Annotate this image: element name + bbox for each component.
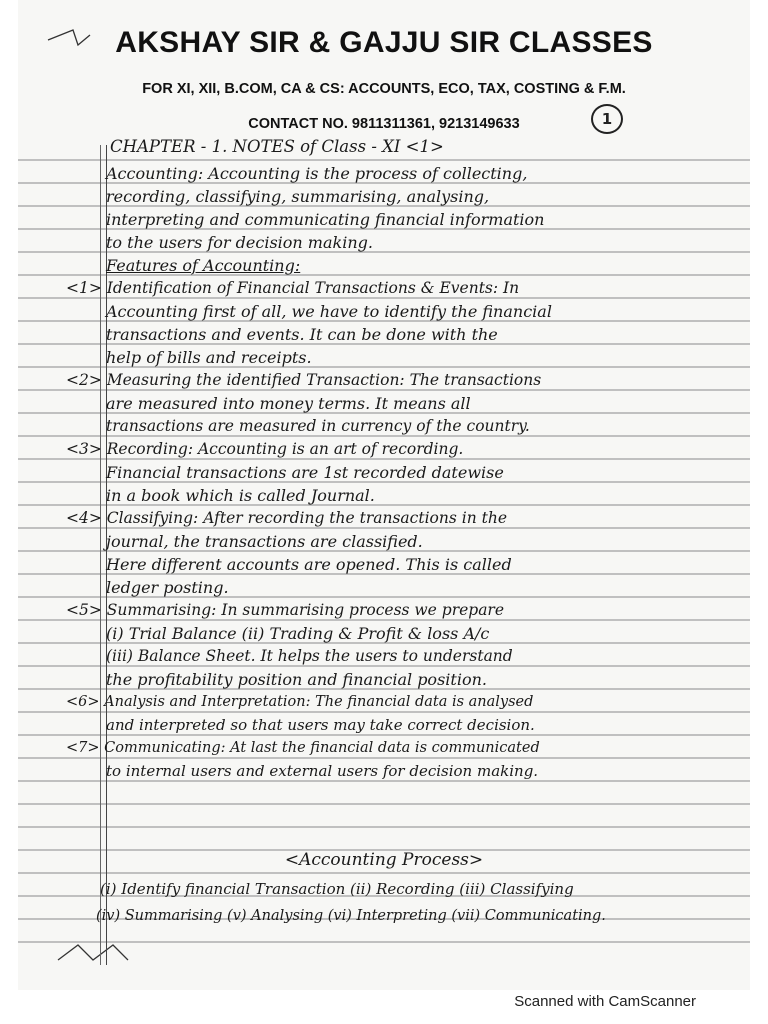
note-line: <3> Recording: Accounting is an art of recording.	[66, 440, 464, 458]
accounting-process-title: <Accounting Process>	[284, 850, 484, 870]
note-line: <6> Analysis and Interpretation: The financial data is analysed	[66, 694, 534, 710]
notes-body	[66, 162, 726, 783]
note-line: help of bills and receipts.	[106, 348, 312, 367]
note-line: in a book which is called Journal.	[106, 486, 375, 505]
chapter-heading: CHAPTER - 1. NOTES of Class - XI <1>	[110, 137, 444, 156]
note-line: and interpreted so that users may take correct decision.	[106, 716, 535, 734]
note-line: to the users for decision making.	[106, 233, 373, 252]
margin-line-inner	[100, 145, 101, 965]
note-line: <4> Classifying: After recording the transactions in the	[66, 509, 507, 527]
features-heading: Features of Accounting:	[106, 256, 301, 275]
page-number: 1	[591, 104, 623, 134]
note-line: are measured into money terms. It means all	[106, 394, 471, 413]
note-line: interpreting and communicating financial information	[106, 210, 545, 229]
process-line: (i) Identify financial Transaction (ii) Recording (iii) Classifying	[100, 880, 574, 898]
note-line: recording, classifying, summarising, analysing,	[106, 187, 490, 206]
note-line: transactions are measured in currency of the country.	[106, 417, 530, 435]
note-line: <7> Communicating: At last the financial data is communicated	[66, 740, 540, 756]
process-line: (iv) Summarising (v) Analysing (vi) Interpreting (vii) Communicating.	[96, 908, 606, 924]
note-line: journal, the transactions are classified.	[106, 532, 423, 551]
note-line: (i) Trial Balance (ii) Trading & Profit & loss A/c	[106, 624, 490, 643]
institute-title: AKSHAY SIR & GAJJU SIR CLASSES	[115, 26, 653, 59]
note-line: Accounting first of all, we have to identify the financial	[106, 302, 552, 321]
note-line: the profitability position and financial position.	[106, 670, 487, 689]
note-line: (iii) Balance Sheet. It helps the users to understand	[106, 647, 513, 665]
contact-number: CONTACT NO. 9811311361, 9213149633	[248, 116, 520, 132]
institute-subtitle: FOR XI, XII, B.COM, CA & CS: ACCOUNTS, ECO, TAX, COSTING & F.M.	[142, 81, 626, 97]
note-line: <1> Identification of Financial Transactions & Events: In	[66, 279, 520, 297]
note-line: Financial transactions are 1st recorded datewise	[106, 463, 504, 482]
note-line: <2> Measuring the identified Transaction: The transactions	[66, 371, 542, 389]
note-line: Accounting: Accounting is the process of collecting,	[106, 164, 528, 183]
scanner-watermark: Scanned with CamScanner	[514, 993, 696, 1010]
note-line: ledger posting.	[106, 578, 229, 597]
note-line: transactions and events. It can be done with the	[106, 325, 498, 344]
note-line: <5> Summarising: In summarising process we prepare	[66, 601, 505, 619]
note-line: to internal users and external users for decision making.	[106, 762, 539, 780]
note-line: Here different accounts are opened. This is called	[106, 555, 512, 574]
